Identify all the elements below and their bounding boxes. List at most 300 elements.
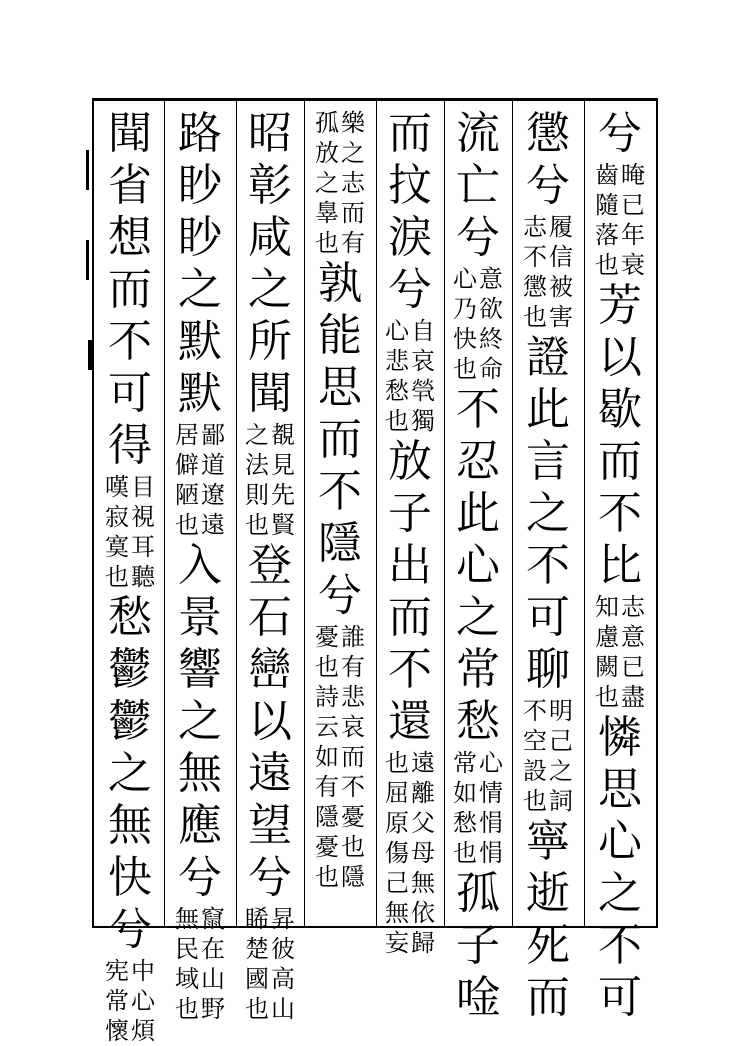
main-text-char: 可 [598, 972, 642, 1023]
text-column [443, 108, 513, 1023]
commentary-line [523, 696, 547, 816]
commentary-block [175, 420, 225, 540]
commentary-char: 先 [271, 481, 295, 509]
main-text-char: 所 [248, 316, 292, 367]
commentary-char: 覩 [271, 421, 295, 449]
commentary-char: 落 [595, 221, 619, 249]
commentary-char: 睎 [245, 905, 269, 933]
commentary-block [523, 212, 573, 332]
commentary-char: 志 [341, 169, 365, 197]
commentary-block [595, 160, 645, 280]
main-text-char: 懲 [526, 108, 570, 159]
commentary-char: 山 [271, 995, 295, 1023]
main-text-char: 忍 [456, 436, 500, 487]
commentary-char: 也 [385, 407, 409, 435]
commentary-char: 命 [479, 355, 503, 383]
commentary-char: 遼 [201, 481, 225, 509]
commentary-char: 歸 [411, 929, 435, 957]
commentary-char: 悲 [341, 683, 365, 711]
commentary-char: 己 [385, 869, 409, 897]
main-text-char: 孰 [318, 258, 362, 309]
commentary-char: 心 [453, 265, 477, 293]
commentary-char: 楚 [245, 935, 269, 963]
main-text-char: 兮 [526, 160, 570, 211]
commentary-char: 懷 [105, 1017, 129, 1045]
main-text-char: 亡 [456, 160, 500, 211]
main-text-char: 兮 [598, 108, 642, 159]
commentary-line [595, 160, 619, 280]
main-text-char: 寧 [526, 816, 570, 867]
main-text-char: 而 [388, 592, 432, 643]
main-text-char: 之 [108, 748, 152, 799]
commentary-char: 害 [549, 303, 573, 331]
main-text-char: 而 [388, 108, 432, 159]
commentary-char: 昇 [271, 905, 295, 933]
commentary-line [621, 160, 645, 280]
commentary-char: 隱 [315, 803, 339, 831]
commentary-line [175, 904, 199, 1024]
main-text-char: 子 [456, 920, 500, 971]
commentary-char: 信 [549, 243, 573, 271]
text-column [585, 108, 655, 1023]
main-text-char: 鬱 [108, 644, 152, 695]
commentary-char: 高 [271, 965, 295, 993]
main-text-char: 眇 [178, 212, 222, 263]
commentary-char: 耳 [131, 533, 155, 561]
main-text-char: 思 [318, 362, 362, 413]
commentary-line [175, 420, 199, 540]
commentary-char: 憂 [341, 803, 365, 831]
main-text-char: 聊 [526, 644, 570, 695]
main-text-char: 兮 [388, 264, 432, 315]
commentary-char: 民 [175, 935, 199, 963]
main-text-char: 不 [108, 316, 152, 367]
main-text-char: 言 [526, 436, 570, 487]
commentary-char: 而 [341, 743, 365, 771]
top-border [92, 98, 658, 101]
commentary-char: 之 [549, 757, 573, 785]
commentary-block [453, 748, 503, 868]
main-text-char: 流 [456, 108, 500, 159]
commentary-char: 賢 [271, 511, 295, 539]
commentary-char: 原 [385, 809, 409, 837]
commentary-char: 也 [175, 511, 199, 539]
commentary-char: 有 [315, 773, 339, 801]
commentary-char: 依 [411, 899, 435, 927]
main-text-char: 鬱 [108, 696, 152, 747]
commentary-line [411, 316, 435, 436]
commentary-char: 遠 [411, 749, 435, 777]
main-text-char: 比 [598, 540, 642, 591]
commentary-char: 情 [479, 779, 503, 807]
main-text-char: 放 [388, 436, 432, 487]
main-text-char: 默 [178, 368, 222, 419]
commentary-char: 志 [523, 213, 547, 241]
commentary-char: 之 [245, 421, 269, 449]
commentary-block [453, 264, 503, 384]
commentary-char: 也 [315, 653, 339, 681]
commentary-char: 也 [523, 303, 547, 331]
commentary-char: 悲 [385, 347, 409, 375]
commentary-line [245, 904, 269, 1024]
commentary-line [411, 748, 435, 958]
commentary-char: 晻 [621, 161, 645, 189]
commentary-line [523, 212, 547, 332]
commentary-char: 僻 [175, 451, 199, 479]
commentary-line [341, 108, 365, 258]
main-text-char: 響 [178, 644, 222, 695]
commentary-char: 也 [385, 749, 409, 777]
main-text-char: 孤 [456, 868, 500, 919]
commentary-line [271, 420, 295, 540]
commentary-char: 意 [621, 623, 645, 651]
commentary-char: 知 [595, 593, 619, 621]
commentary-char: 而 [341, 199, 365, 227]
commentary-char: 山 [201, 965, 225, 993]
commentary-char: 域 [175, 965, 199, 993]
commentary-char: 隨 [595, 191, 619, 219]
commentary-char: 也 [595, 683, 619, 711]
commentary-block [105, 472, 155, 592]
commentary-char: 野 [201, 995, 225, 1023]
main-text-char: 芳 [598, 280, 642, 331]
commentary-char: 也 [453, 839, 477, 867]
main-text-char: 心 [598, 816, 642, 867]
main-text-char: 昭 [248, 108, 292, 159]
main-text-char: 路 [178, 108, 222, 159]
commentary-char: 憂 [315, 833, 339, 861]
commentary-block [595, 592, 645, 712]
commentary-char: 寞 [105, 533, 129, 561]
commentary-char: 也 [245, 995, 269, 1023]
main-text-char: 兮 [178, 852, 222, 903]
commentary-char: 無 [385, 899, 409, 927]
commentary-line [595, 592, 619, 712]
commentary-char: 不 [341, 773, 365, 801]
commentary-line [621, 592, 645, 712]
main-text-char: 能 [318, 310, 362, 361]
commentary-char: 屈 [385, 779, 409, 807]
text-column [165, 108, 235, 1023]
commentary-char: 有 [341, 653, 365, 681]
binding-mark [88, 340, 93, 370]
commentary-line [315, 622, 339, 892]
main-text-char: 想 [108, 212, 152, 263]
commentary-line [341, 622, 365, 892]
commentary-char: 孤 [315, 109, 339, 137]
commentary-char: 已 [621, 653, 645, 681]
commentary-char: 妄 [385, 929, 409, 957]
commentary-char: 嘆 [105, 473, 129, 501]
commentary-char: 遠 [201, 511, 225, 539]
commentary-char: 也 [315, 229, 339, 257]
main-text-char: 憐 [598, 712, 642, 763]
commentary-char: 心 [131, 987, 155, 1015]
commentary-char: 被 [549, 273, 573, 301]
right-border [656, 98, 658, 928]
commentary-line [201, 904, 225, 1024]
commentary-line [105, 956, 129, 1046]
commentary-char: 隱 [341, 863, 365, 891]
commentary-char: 悁 [479, 839, 503, 867]
commentary-char: 無 [411, 869, 435, 897]
commentary-line [453, 748, 477, 868]
main-text-char: 歇 [598, 384, 642, 435]
commentary-char: 不 [523, 243, 547, 271]
commentary-char: 終 [479, 325, 503, 353]
commentary-char: 之 [315, 169, 339, 197]
main-text-char: 省 [108, 160, 152, 211]
main-text-char: 聞 [248, 368, 292, 419]
main-text-char: 此 [456, 488, 500, 539]
main-text-char: 可 [108, 368, 152, 419]
commentary-char: 自 [411, 317, 435, 345]
main-text-char: 望 [248, 800, 292, 851]
commentary-char: 也 [105, 563, 129, 591]
commentary-char: 陋 [175, 481, 199, 509]
main-text-char: 不 [388, 644, 432, 695]
binding-mark [86, 150, 89, 190]
main-text-char: 無 [178, 748, 222, 799]
main-text-char: 而 [526, 972, 570, 1023]
commentary-char: 法 [245, 451, 269, 479]
main-text-char: 可 [526, 592, 570, 643]
commentary-char: 也 [595, 251, 619, 279]
commentary-char: 煩 [131, 1017, 155, 1045]
main-text-char: 遠 [248, 748, 292, 799]
main-text-char: 登 [248, 540, 292, 591]
main-text-char: 聞 [108, 108, 152, 159]
commentary-char: 如 [315, 743, 339, 771]
commentary-char: 已 [621, 191, 645, 219]
main-text-char: 眇 [178, 160, 222, 211]
commentary-char: 懲 [523, 273, 547, 301]
commentary-char: 乃 [453, 295, 477, 323]
commentary-char: 闕 [595, 653, 619, 681]
commentary-char: 盡 [621, 683, 645, 711]
commentary-block [315, 108, 365, 258]
main-text-char: 兮 [248, 852, 292, 903]
main-text-char: 之 [526, 488, 570, 539]
main-text-char: 咸 [248, 212, 292, 263]
text-column [235, 108, 305, 1023]
main-text-char: 抆 [388, 160, 432, 211]
commentary-char: 目 [131, 473, 155, 501]
main-text-char: 而 [598, 436, 642, 487]
commentary-char: 也 [245, 511, 269, 539]
commentary-char: 之 [341, 139, 365, 167]
commentary-char: 在 [201, 935, 225, 963]
commentary-line [131, 472, 155, 592]
main-text-char: 逝 [526, 868, 570, 919]
main-text-char: 不 [598, 488, 642, 539]
commentary-char: 意 [479, 265, 503, 293]
commentary-char: 聽 [131, 563, 155, 591]
commentary-line [385, 316, 409, 436]
commentary-char: 國 [245, 965, 269, 993]
commentary-block [315, 622, 365, 892]
commentary-char: 離 [411, 779, 435, 807]
main-text-char: 之 [456, 592, 500, 643]
main-text-char: 還 [388, 696, 432, 747]
main-text-char: 兮 [456, 212, 500, 263]
main-text-char: 不 [526, 540, 570, 591]
text-column [95, 108, 165, 1045]
main-text-char: 彰 [248, 160, 292, 211]
commentary-char: 也 [175, 995, 199, 1023]
commentary-char: 視 [131, 503, 155, 531]
commentary-char: 誰 [341, 623, 365, 651]
main-text-char: 愁 [456, 696, 500, 747]
commentary-char: 無 [175, 905, 199, 933]
commentary-char: 心 [385, 317, 409, 345]
commentary-char: 常 [105, 987, 129, 1015]
commentary-char: 哀 [411, 347, 435, 375]
commentary-char: 空 [523, 727, 547, 755]
left-border [92, 98, 94, 928]
main-text-char: 入 [178, 540, 222, 591]
commentary-char: 悁 [479, 809, 503, 837]
commentary-char: 父 [411, 809, 435, 837]
commentary-char: 母 [411, 839, 435, 867]
commentary-char: 年 [621, 221, 645, 249]
commentary-char: 憂 [315, 623, 339, 651]
main-text-char: 不 [598, 920, 642, 971]
commentary-char: 彼 [271, 935, 295, 963]
main-text-char: 死 [526, 920, 570, 971]
main-text-char: 唫 [456, 972, 500, 1023]
commentary-line [271, 904, 295, 1024]
commentary-char: 欲 [479, 295, 503, 323]
main-text-char: 兮 [318, 570, 362, 621]
commentary-char: 中 [131, 957, 155, 985]
main-text-char: 常 [456, 644, 500, 695]
commentary-line [105, 472, 129, 592]
commentary-char: 慮 [595, 623, 619, 651]
commentary-block [175, 904, 225, 1024]
commentary-char: 愁 [453, 809, 477, 837]
main-text-char: 之 [248, 264, 292, 315]
commentary-char: 履 [549, 213, 573, 241]
main-text-char: 巒 [248, 644, 292, 695]
commentary-char: 道 [201, 451, 225, 479]
commentary-char: 哀 [341, 713, 365, 741]
commentary-char: 放 [315, 139, 339, 167]
commentary-char: 寂 [105, 503, 129, 531]
commentary-char: 衰 [621, 251, 645, 279]
main-text-char: 心 [456, 540, 500, 591]
commentary-block [523, 696, 573, 816]
commentary-line [201, 420, 225, 540]
commentary-line [479, 264, 503, 384]
commentary-char: 詞 [549, 787, 573, 815]
commentary-char: 如 [453, 779, 477, 807]
commentary-line [245, 420, 269, 540]
commentary-char: 煢 [411, 377, 435, 405]
commentary-char: 鄙 [201, 421, 225, 449]
commentary-line [549, 212, 573, 332]
main-text-char: 此 [526, 384, 570, 435]
commentary-line [479, 748, 503, 868]
commentary-char: 也 [523, 787, 547, 815]
main-text-char: 兮 [108, 904, 152, 955]
commentary-char: 居 [175, 421, 199, 449]
commentary-char: 快 [453, 325, 477, 353]
main-text-char: 證 [526, 332, 570, 383]
main-text-char: 得 [108, 420, 152, 471]
commentary-char: 愁 [385, 377, 409, 405]
commentary-char: 有 [341, 229, 365, 257]
commentary-line [131, 956, 155, 1046]
commentary-char: 則 [245, 481, 269, 509]
main-text-char: 石 [248, 592, 292, 643]
main-text-char: 而 [108, 264, 152, 315]
main-text-char: 之 [598, 868, 642, 919]
commentary-line [453, 264, 477, 384]
commentary-char: 也 [453, 355, 477, 383]
commentary-block [385, 316, 435, 436]
main-text-char: 以 [248, 696, 292, 747]
commentary-block [245, 420, 295, 540]
text-column [305, 108, 375, 928]
commentary-char: 志 [621, 593, 645, 621]
main-text-char: 之 [178, 264, 222, 315]
main-text-char: 子 [388, 488, 432, 539]
main-text-char: 不 [318, 466, 362, 517]
commentary-char: 詩 [315, 683, 339, 711]
main-text-char: 出 [388, 540, 432, 591]
commentary-char: 心 [479, 749, 503, 777]
main-text-char: 景 [178, 592, 222, 643]
main-text-char: 快 [108, 852, 152, 903]
commentary-char: 齒 [595, 161, 619, 189]
commentary-char: 宪 [105, 957, 129, 985]
text-column [375, 108, 445, 957]
main-text-char: 無 [108, 800, 152, 851]
text-column [513, 108, 583, 1023]
main-text-char: 不 [456, 384, 500, 435]
commentary-line [385, 748, 409, 958]
main-text-char: 之 [178, 696, 222, 747]
commentary-char: 云 [315, 713, 339, 741]
commentary-char: 也 [315, 863, 339, 891]
commentary-char: 見 [271, 451, 295, 479]
main-text-char: 淚 [388, 212, 432, 263]
main-text-char: 思 [598, 764, 642, 815]
main-text-char: 隱 [318, 518, 362, 569]
commentary-char: 也 [341, 833, 365, 861]
commentary-char: 獨 [411, 407, 435, 435]
commentary-char: 常 [453, 749, 477, 777]
commentary-char: 設 [523, 757, 547, 785]
binding-mark [86, 240, 89, 280]
commentary-block [105, 956, 155, 1046]
commentary-char: 明 [549, 697, 573, 725]
commentary-char: 樂 [341, 109, 365, 137]
commentary-line [549, 696, 573, 816]
commentary-block [385, 748, 435, 958]
commentary-char: 不 [523, 697, 547, 725]
main-text-char: 愁 [108, 592, 152, 643]
commentary-char: 竄 [201, 905, 225, 933]
main-text-char: 默 [178, 316, 222, 367]
commentary-char: 傷 [385, 839, 409, 867]
commentary-char: 辠 [315, 199, 339, 227]
main-text-char: 而 [318, 414, 362, 465]
commentary-block [245, 904, 295, 1024]
main-text-char: 以 [598, 332, 642, 383]
main-text-char: 應 [178, 800, 222, 851]
